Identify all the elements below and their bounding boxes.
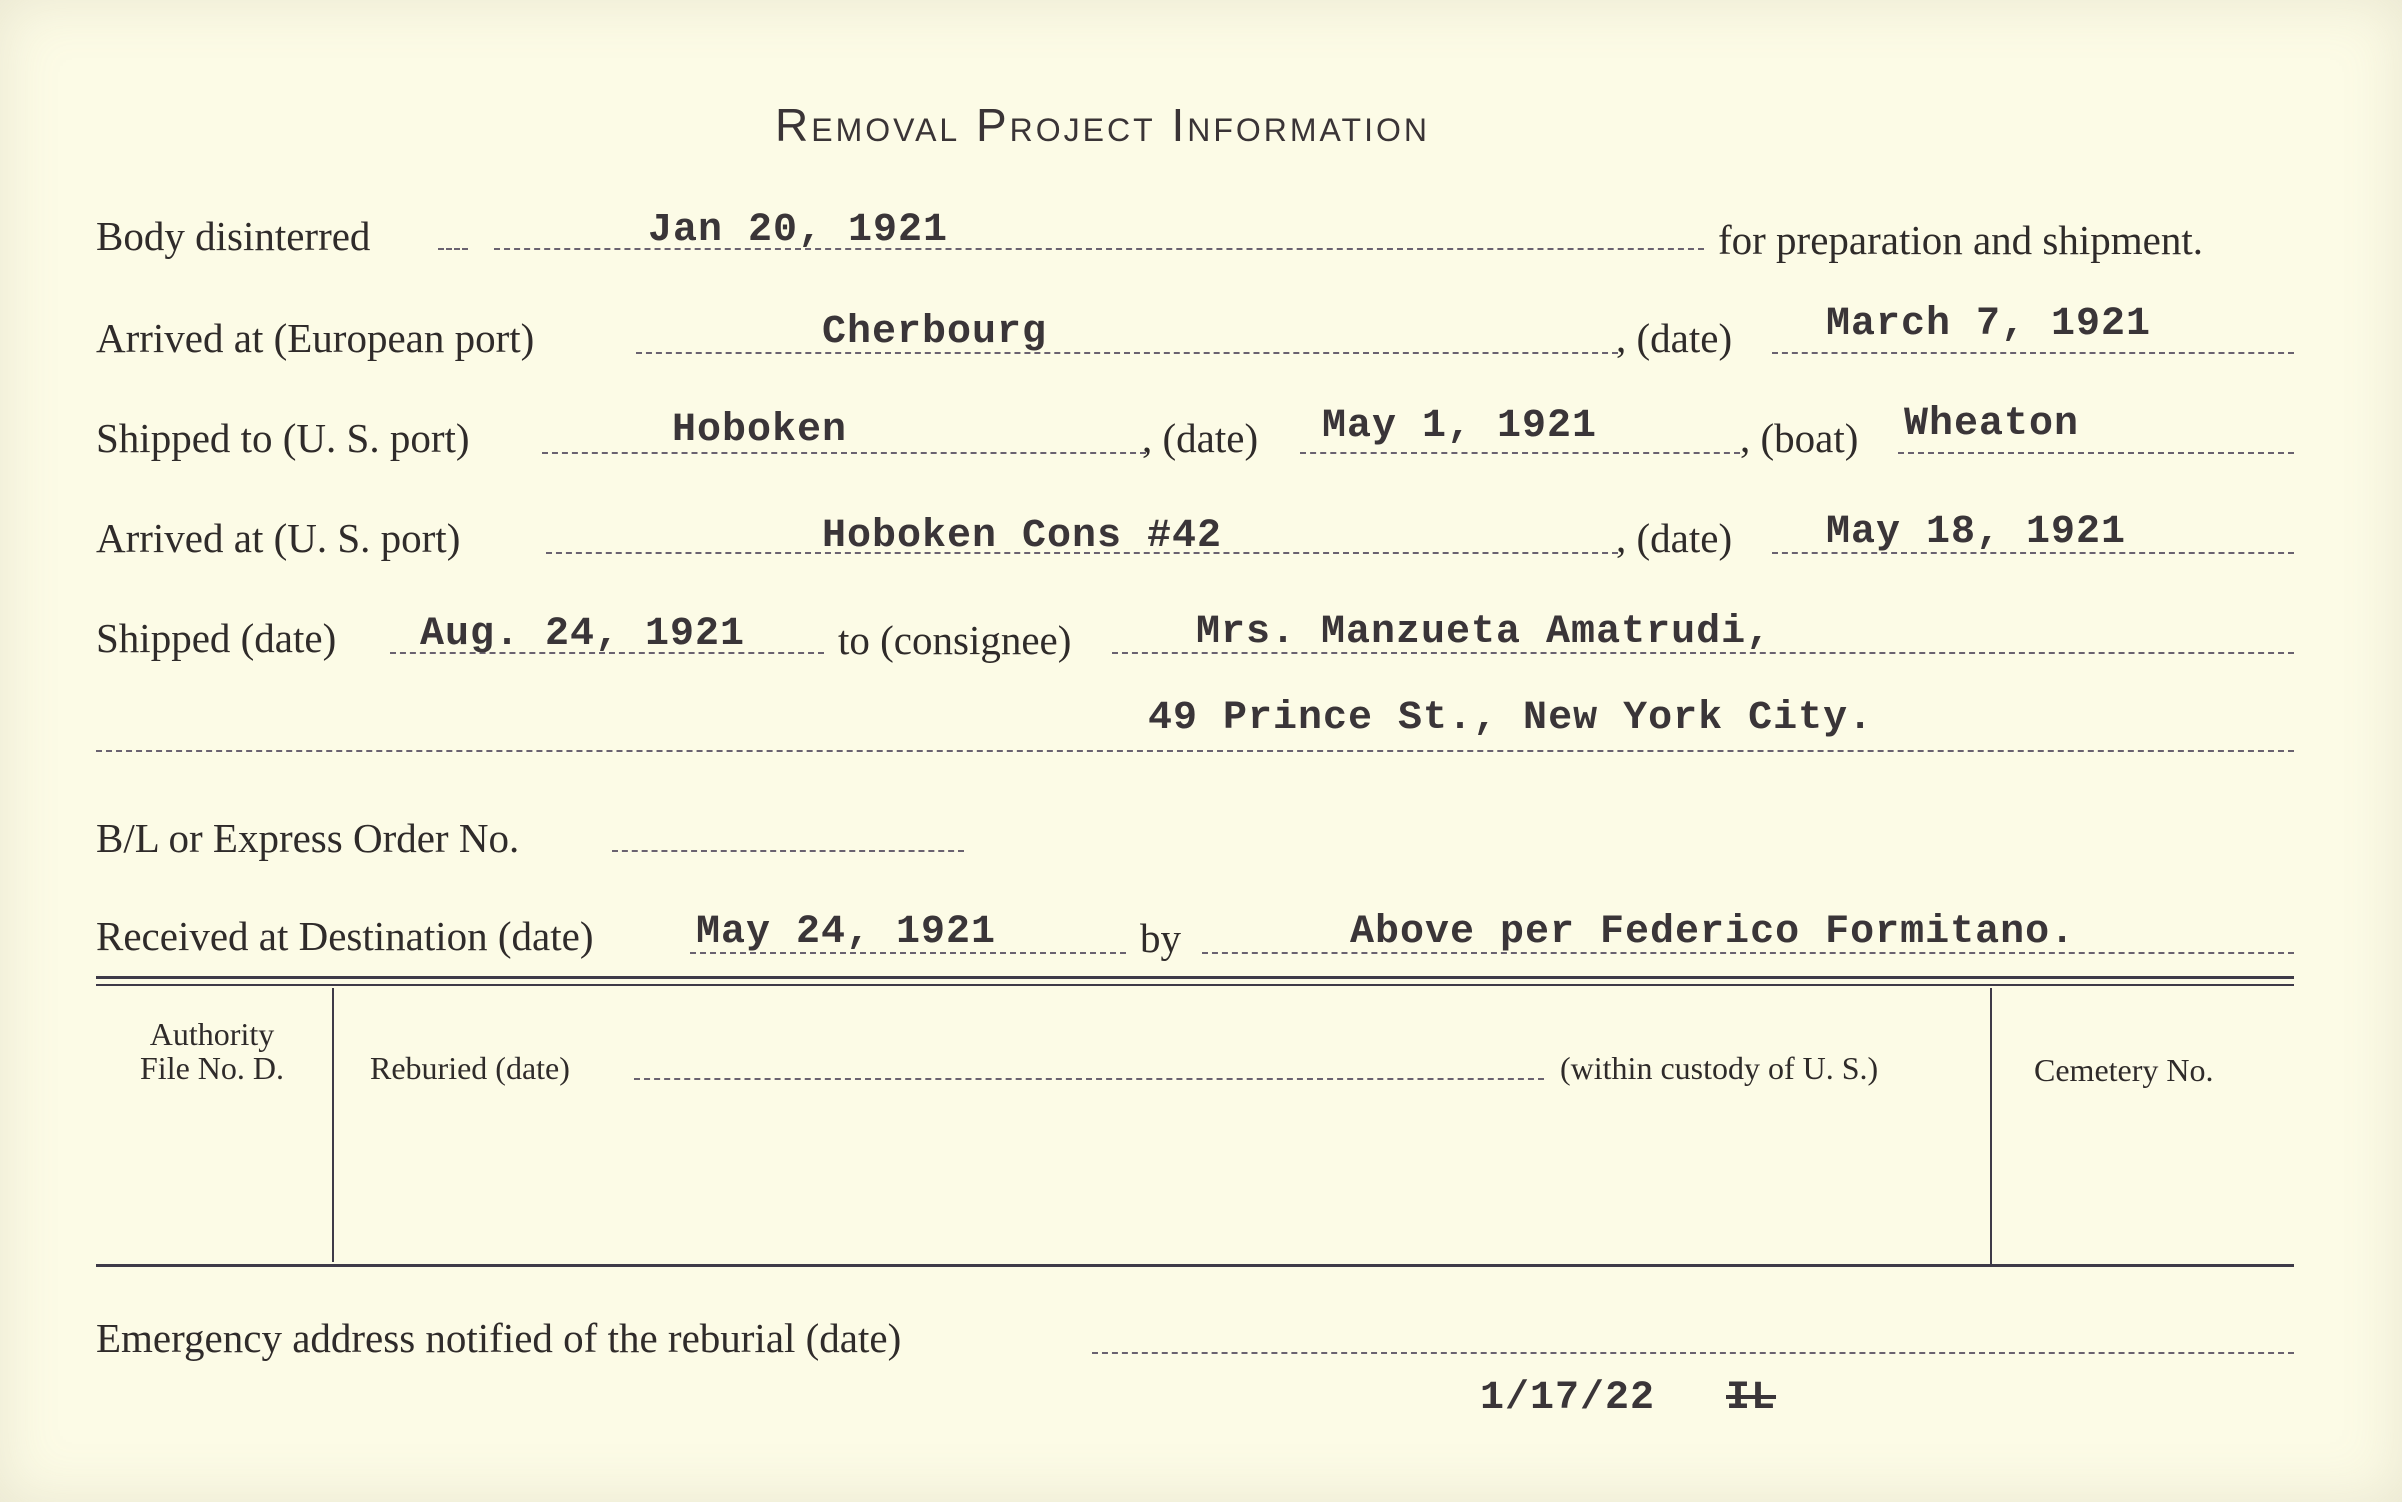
shipped-date: Aug. 24, 1921 — [420, 612, 746, 657]
emergency-label: Emergency address notified of the reburial (date) — [96, 1315, 902, 1361]
consignee-name: Mrs. Manzueta Amatrudi, — [1196, 610, 1772, 655]
euro-port-dotted-line — [636, 352, 1618, 354]
shipped-us-boat: Wheaton — [1904, 402, 2080, 447]
received-label: Received at Destination (date) — [96, 913, 594, 959]
bl-dotted-line — [612, 850, 964, 852]
shipped-us-boat-dotted-line — [1898, 452, 2294, 454]
shipped-us-date: May 1, 1921 — [1322, 404, 1598, 449]
double-rule-top — [96, 976, 2294, 979]
reburied-dotted-line — [634, 1078, 1544, 1080]
euro-port-label: Arrived at (European port) — [96, 315, 535, 361]
box-divider-right — [1990, 988, 1992, 1264]
shipped-us-label: Shipped to (U. S. port) — [96, 415, 470, 461]
shipped-us-date-dotted-line — [1300, 452, 1740, 454]
custody-label: (within custody of U. S.) — [1560, 1050, 1879, 1086]
arrived-us-date-label: , (date) — [1616, 515, 1733, 561]
arrived-us-date: May 18, 1921 — [1826, 510, 2127, 555]
footer-date: 1/17/22 — [1480, 1376, 1656, 1421]
box-bottom-rule — [96, 1264, 2294, 1267]
euro-port-date-label: , (date) — [1616, 315, 1733, 361]
euro-port-date-dotted-line — [1772, 352, 2294, 354]
address-dotted-line — [96, 750, 2294, 752]
received-date: May 24, 1921 — [696, 910, 997, 955]
authority-label: Authority — [149, 1016, 275, 1052]
double-rule-bottom — [96, 984, 2294, 986]
disinterred-date: Jan 20, 1921 — [648, 208, 949, 253]
euro-port-date: March 7, 1921 — [1826, 302, 2152, 347]
consignee-label: to (consignee) — [838, 617, 1072, 663]
page-title: Removal Project Information — [775, 99, 1430, 151]
arrived-us-label: Arrived at (U. S. port) — [96, 515, 461, 561]
consignee-address: 49 Prince St., New York City. — [1148, 696, 1874, 741]
file-no-label: File No. D. — [140, 1050, 284, 1086]
footer-initials: IL — [1726, 1376, 1777, 1421]
box-divider-left — [332, 988, 334, 1262]
cemetery-label: Cemetery No. — [2034, 1052, 2214, 1088]
emergency-dotted-line — [1092, 1352, 2294, 1354]
received-by-label: by — [1140, 915, 1181, 961]
euro-port-value: Cherbourg — [822, 310, 1048, 355]
disinterred-label: Body disinterred — [96, 213, 371, 259]
reburied-label: Reburied (date) — [370, 1050, 570, 1086]
disinterred-suffix: for preparation and shipment. — [1718, 217, 2204, 263]
shipped-label: Shipped (date) — [96, 615, 337, 661]
disinterred-dotted-line-a — [438, 248, 468, 250]
shipped-us-value: Hoboken — [672, 408, 848, 453]
shipped-us-date-label: , (date) — [1142, 415, 1259, 461]
received-by: Above per Federico Formitano. — [1350, 910, 2076, 955]
arrived-us-value: Hoboken Cons #42 — [822, 514, 1223, 559]
shipped-us-boat-label: , (boat) — [1740, 415, 1859, 461]
bl-label: B/L or Express Order No. — [96, 815, 520, 861]
